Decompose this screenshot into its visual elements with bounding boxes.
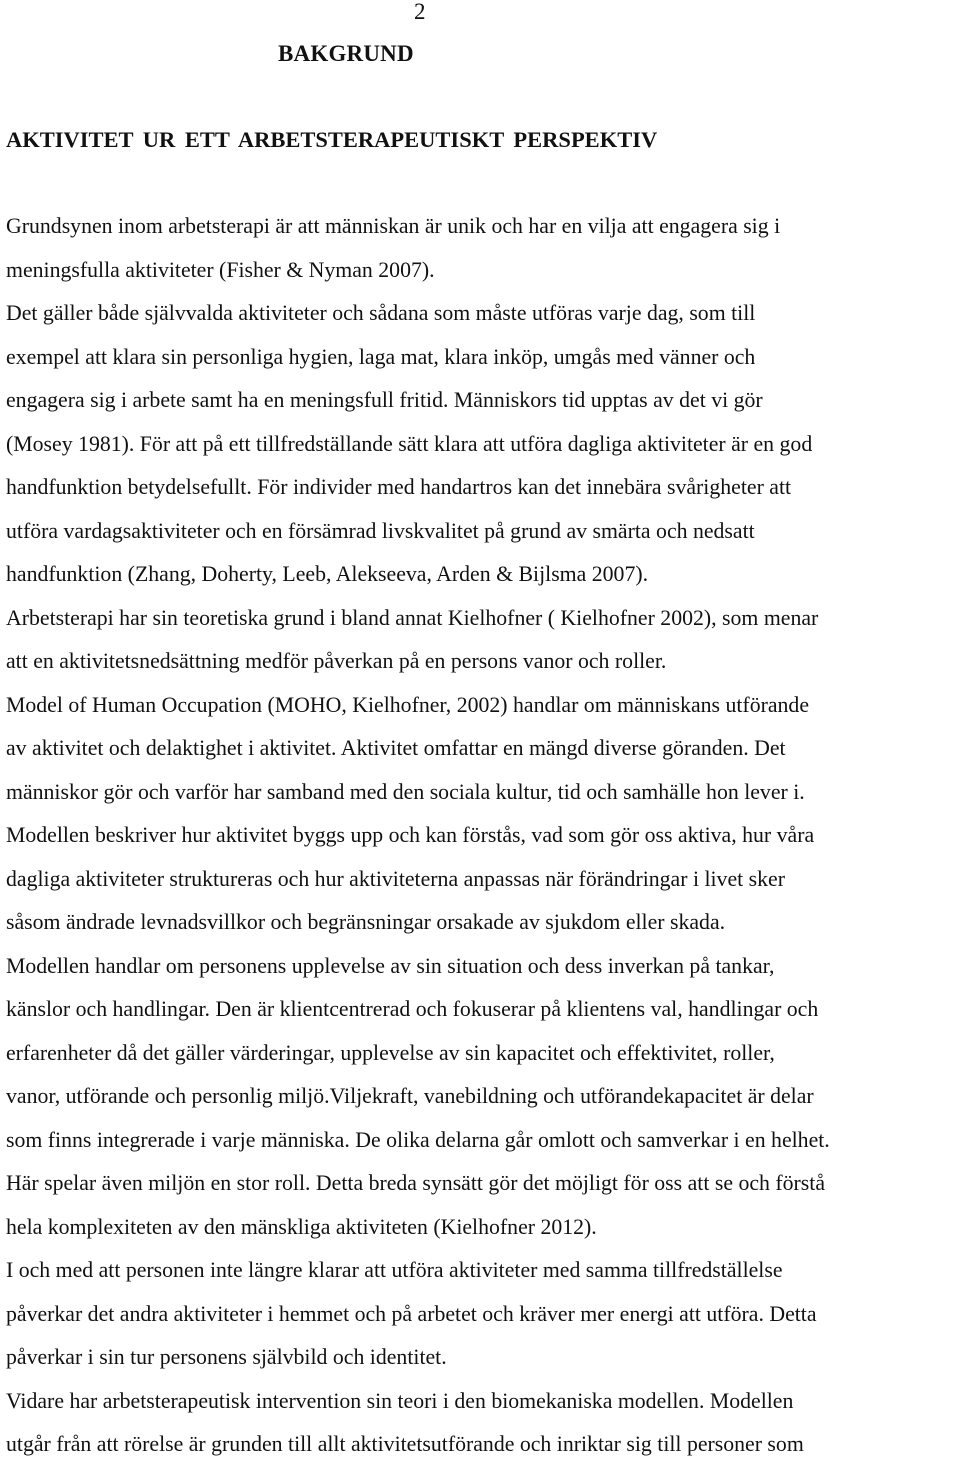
text-line: människor gör och varför har samband med den sociala kultur, tid och samhälle hon lever i.	[6, 779, 805, 804]
text-line: Grundsynen inom arbetsterapi är att människan är unik och har en vilja att engagera sig i	[6, 214, 781, 238]
page-number: 2	[414, 0, 426, 24]
text-line: engagera sig i arbete samt ha en meningsfull fritid. Människors tid upptas av det vi gör	[6, 388, 763, 412]
text-line: hela komplexiteten av den mänskliga aktiviteten (Kielhofner 2012).	[6, 1214, 597, 1239]
text-line: I och med att personen inte längre klarar att utföra aktiviteter med samma tillfredställelse	[6, 1258, 783, 1282]
chapter-title: BAKGRUND	[278, 41, 414, 66]
text-line: handfunktion (Zhang, Doherty, Leeb, Alekseeva, Arden & Bijlsma 2007).	[6, 562, 649, 586]
text-line: vanor, utförande och personlig miljö.Viljekraft, vanebildning och utförandekapacitet är delar	[6, 1084, 814, 1108]
text-line: såsom ändrade levnadsvillkor och begränsningar orsakade av sjukdom eller skada.	[6, 910, 726, 934]
text-line: Modellen beskriver hur aktivitet byggs upp och kan förstås, vad som gör oss aktiva, hur våra	[6, 823, 815, 847]
text-line: att en aktivitetsnedsättning medför påverkan på en persons vanor och roller.	[6, 649, 667, 673]
text-line: dagliga aktiviteter struktureras och hur aktiviteterna anpassas när förändringar i livet sker	[6, 866, 785, 891]
text-line: av aktivitet och delaktighet i aktivitet. Aktivitet omfattar en mängd diverse göranden. Det	[6, 736, 786, 760]
text-line: exempel att klara sin personliga hygien, laga mat, klara inköp, umgås med vänner och	[6, 344, 756, 369]
text-line: Vidare har arbetsterapeutisk intervention sin teori i den biomekaniska modellen. Modellen	[6, 1388, 794, 1413]
text-line: Det gäller både självvalda aktiviteter och sådana som måste utföras varje dag, som till	[6, 301, 756, 325]
text-line: känslor och handlingar. Den är klientcentrerad och fokuserar på klientens val, handlingar och	[6, 997, 819, 1021]
text-line: utföra vardagsaktiviteter och en försämrad livskvalitet på grund av smärta och nedsatt	[6, 518, 755, 543]
text-line: (Mosey 1981). För att på ett tillfredställande sätt klara att utföra dagliga aktiviteter är en god	[6, 431, 813, 456]
text-line: handfunktion betydelsefullt. För individer med handartros kan det innebära svårigheter att	[6, 475, 792, 499]
text-line: som finns integrerade i varje människa. De olika delarna går omlott och samverkar i en helhet.	[6, 1127, 830, 1152]
text-line: Här spelar även miljön en stor roll. Detta breda synsätt gör det möjligt för oss att se och förstå	[6, 1171, 825, 1195]
text-line: erfarenheter då det gäller värderingar, upplevelse av sin kapacitet och effektivitet, roller,	[6, 1040, 775, 1065]
body-text	[6, 205, 960, 1467]
text-line: Modellen handlar om personens upplevelse av sin situation och dess inverkan på tankar,	[6, 953, 775, 978]
text-line: påverkar det andra aktiviteter i hemmet och på arbetet och kräver mer energi att utföra. Detta	[6, 1301, 817, 1326]
text-line: påverkar i sin tur personens självbild och identitet.	[6, 1345, 447, 1369]
text-line: Arbetsterapi har sin teoretiska grund i bland annat Kielhofner ( Kielhofner 2002), som menar	[6, 605, 819, 630]
text-line: meningsfulla aktiviteter (Fisher & Nyman 2007).	[6, 257, 435, 282]
text-line: Model of Human Occupation (MOHO, Kielhofner, 2002) handlar om människans utförande	[6, 692, 809, 717]
section-title: AKTIVITET UR ETT ARBETSTERAPEUTISKT PERSPEKTIV	[6, 127, 658, 152]
text-line: utgår från att rörelse är grunden till allt aktivitetsutförande och inriktar sig till personer som	[6, 1432, 804, 1456]
